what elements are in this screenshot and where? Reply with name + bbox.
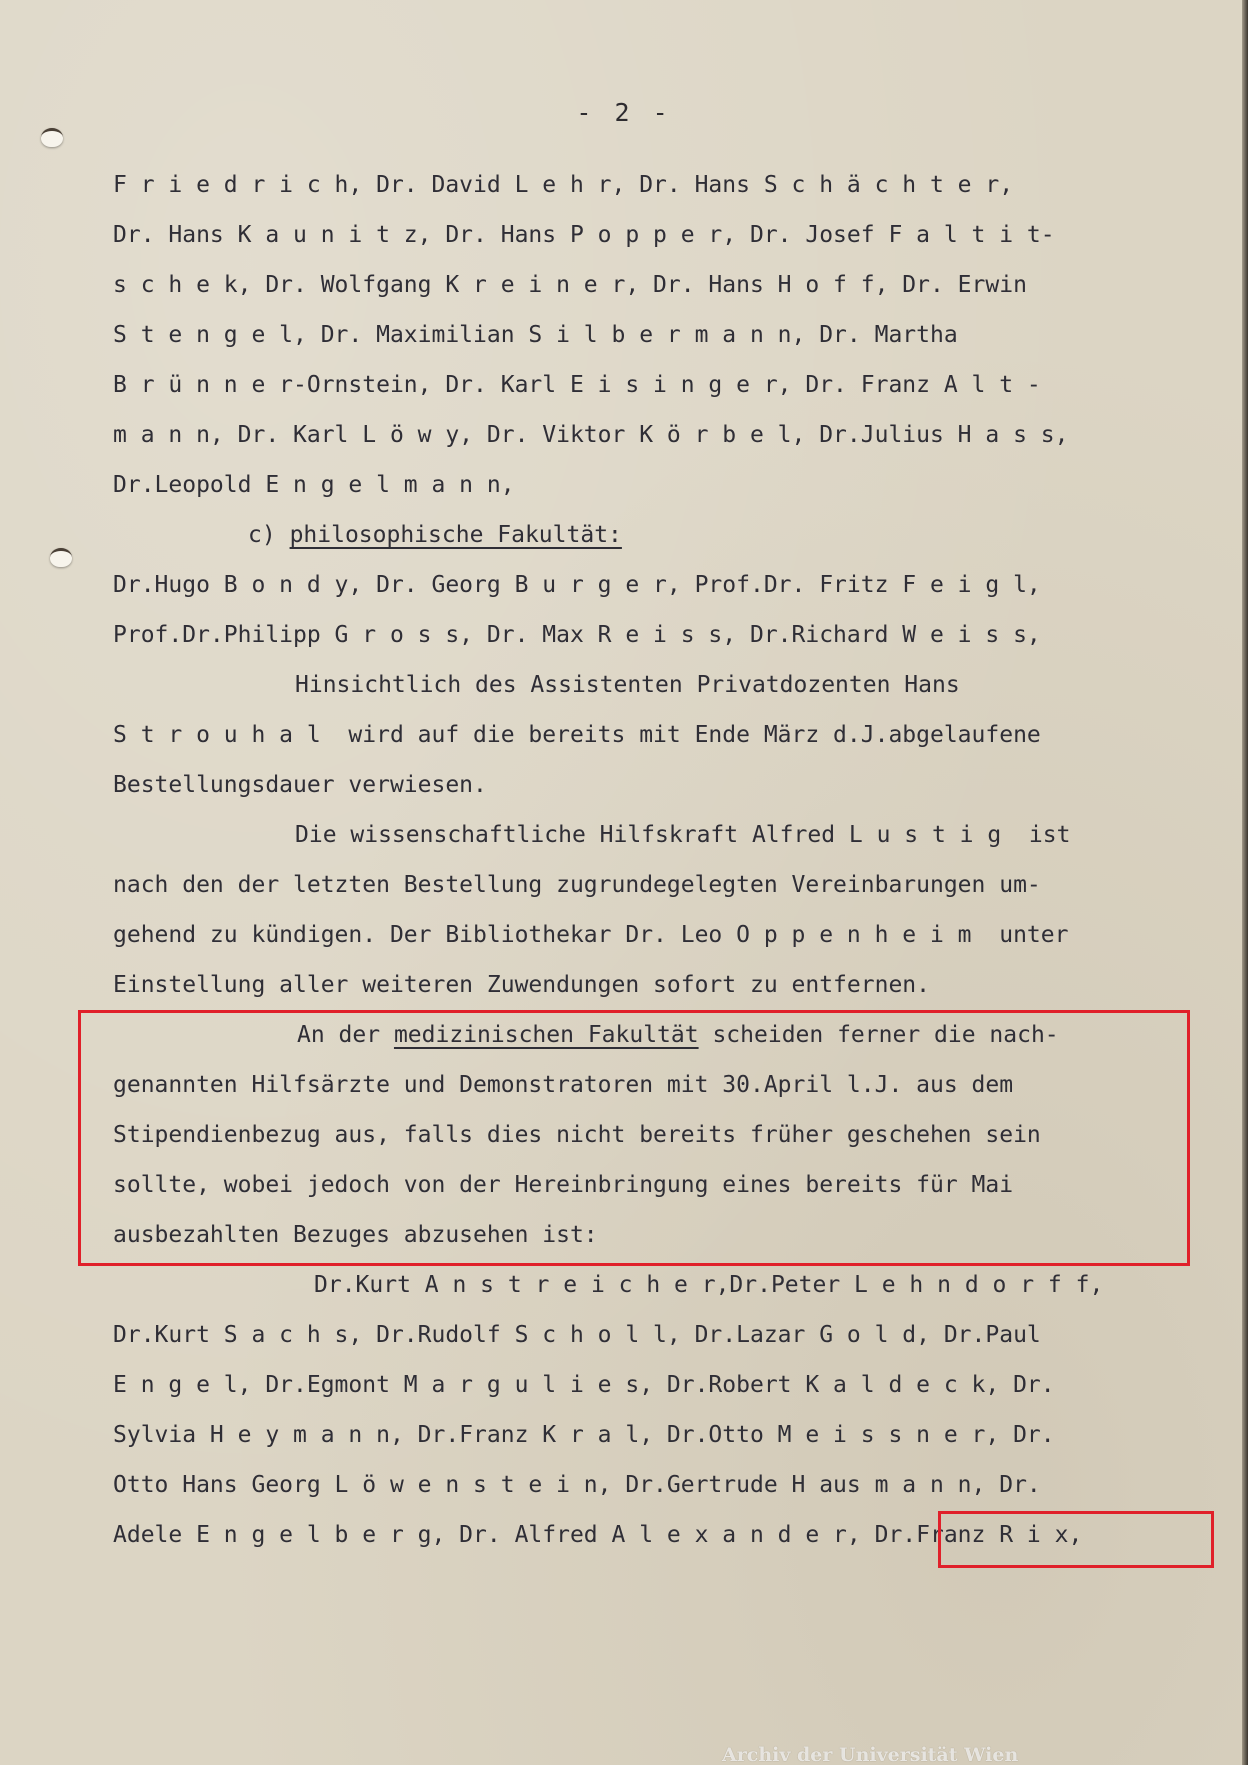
faculty-name: medizinischen Fakultät bbox=[393, 1022, 699, 1048]
punch-hole bbox=[41, 128, 63, 147]
text-line: genannten Hilfsärzte und Demonstratoren mit 30.April l.J. aus dem bbox=[113, 1072, 1014, 1098]
text-line: m a n n, Dr. Karl L ö w y, Dr. Viktor K ö r b e l, Dr.Julius H a s s, bbox=[113, 422, 1069, 448]
text-line: E n g e l, Dr.Egmont M a r g u l i e s, Dr.Robert K a l d e c k, Dr. bbox=[113, 1372, 1055, 1398]
text-line: Stipendienbezug aus, falls dies nicht bereits früher geschehen sein bbox=[113, 1122, 1041, 1148]
section-heading-line bbox=[113, 510, 1183, 560]
punch-hole bbox=[50, 548, 72, 567]
body-text bbox=[113, 160, 1183, 1560]
text-line: Die wissenschaftliche Hilfskraft Alfred L u s t i g ist bbox=[295, 822, 1071, 848]
page-edge-shadow bbox=[1242, 0, 1248, 1765]
text-fragment: scheiden ferner die nach- bbox=[712, 1022, 1059, 1048]
text-line: gehend zu kündigen. Der Bibliothekar Dr. Leo O p p e n h e i m unter bbox=[113, 922, 1069, 948]
archive-watermark: Archiv der Universität Wien bbox=[722, 1744, 1019, 1765]
text-line: Bestellungsdauer verwiesen. bbox=[113, 772, 487, 798]
text-line: Sylvia H e y m a n n, Dr.Franz K r a l, Dr.Otto M e i s s n e r, Dr. bbox=[113, 1422, 1055, 1448]
text-line: B r ü n n e r-Ornstein, Dr. Karl E i s i n g e r, Dr. Franz A l t - bbox=[113, 372, 1041, 398]
text-line: Dr.Leopold E n g e l m a n n, bbox=[113, 472, 515, 498]
text-line: Dr. Hans K a u n i t z, Dr. Hans P o p p e r, Dr. Josef F a l t i t- bbox=[113, 222, 1055, 248]
highlight-box-name bbox=[938, 1511, 1214, 1568]
highlight-box-paragraph bbox=[78, 1010, 1190, 1266]
text-line: S t e n g e l, Dr. Maximilian S i l b e r m a n n, Dr. Martha bbox=[113, 322, 958, 348]
text-line: Hinsichtlich des Assistenten Privatdozenten Hans bbox=[295, 672, 960, 698]
text-line: F r i e d r i c h, Dr. David L e h r, Dr. Hans S c h ä c h t e r, bbox=[113, 172, 1014, 198]
text-line: Prof.Dr.Philipp G r o s s, Dr. Max R e i s s, Dr.Richard W e i s s, bbox=[113, 622, 1041, 648]
text-line: ausbezahlten Bezuges abzusehen ist: bbox=[113, 1222, 598, 1248]
text-line: Dr.Kurt A n s t r e i c h e r,Dr.Peter L e h n d o r f f, bbox=[314, 1272, 1104, 1298]
text-line: Otto Hans Georg L ö w e n s t e i n, Dr.Gertrude H aus m a n n, Dr. bbox=[113, 1472, 1041, 1498]
section-label: c) bbox=[248, 522, 276, 548]
text-line: s c h e k, Dr. Wolfgang K r e i n e r, Dr. Hans H o f f, Dr. Erwin bbox=[113, 272, 1027, 298]
text-fragment: An der bbox=[297, 1022, 381, 1048]
text-line: S t r o u h a l wird auf die bereits mit Ende März d.J.abgelaufene bbox=[113, 722, 1041, 748]
text-line: Dr.Hugo B o n d y, Dr. Georg B u r g e r, Prof.Dr. Fritz F e i g l, bbox=[113, 572, 1041, 598]
text-line: sollte, wobei jedoch von der Hereinbringung eines bereits für Mai bbox=[113, 1172, 1014, 1198]
page-number: - 2 - bbox=[576, 98, 672, 127]
text-line: Einstellung aller weiteren Zuwendungen sofort zu entfernen. bbox=[113, 972, 930, 998]
section-heading: philosophische Fakultät: bbox=[289, 522, 622, 548]
text-line: nach den der letzten Bestellung zugrundegelegten Vereinbarungen um- bbox=[113, 872, 1041, 898]
text-line: Adele E n g e l b e r g, Dr. Alfred A l e x a n d e r, Dr.Franz R i x, bbox=[113, 1522, 1083, 1548]
text-line: Dr.Kurt S a c h s, Dr.Rudolf S c h o l l, Dr.Lazar G o l d, Dr.Paul bbox=[113, 1322, 1041, 1348]
